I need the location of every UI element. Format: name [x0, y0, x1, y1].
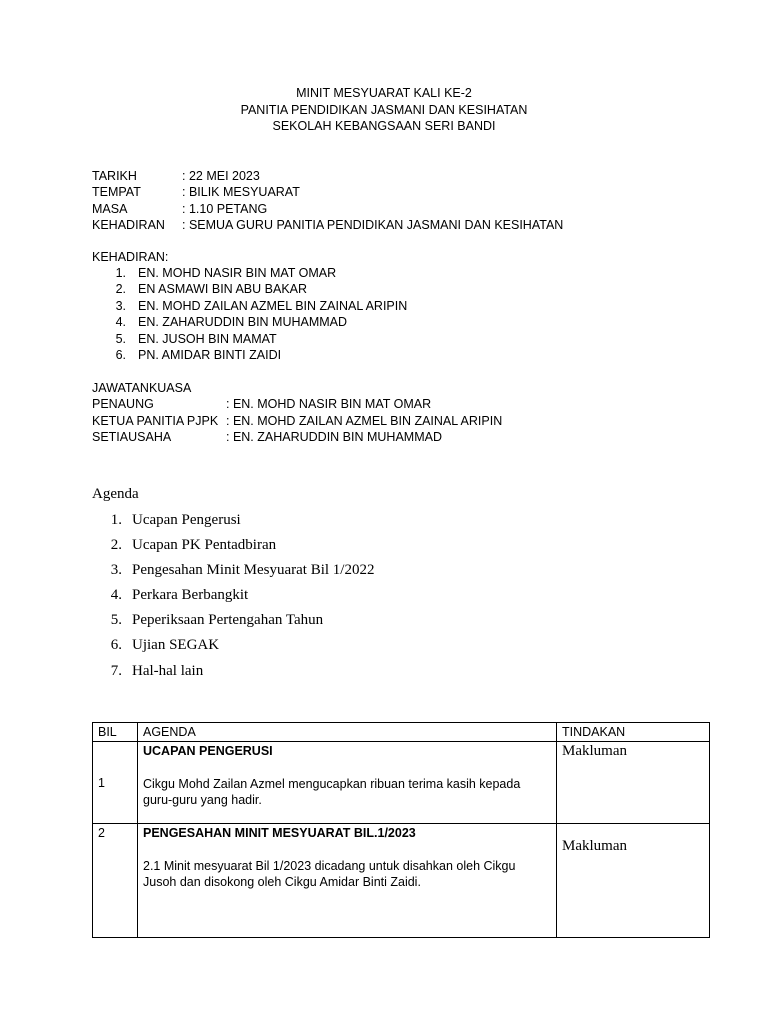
header-line-3: SEKOLAH KEBANGSAAN SERI BANDI — [272, 119, 496, 133]
column-header-tindakan: TINDAKAN — [557, 723, 710, 742]
detail-label: TARIKH — [92, 169, 137, 183]
committee-heading: JAWATANKUASA — [92, 381, 192, 395]
detail-value: : 22 MEI 2023 — [182, 169, 260, 183]
attendee-name: EN. MOHD ZAILAN AZMEL BIN ZAINAL ARIPIN — [138, 298, 408, 313]
list-number: 2. — [110, 537, 122, 554]
committee-member: : EN. MOHD ZAILAN AZMEL BIN ZAINAL ARIPIN — [226, 413, 503, 428]
attendee-name: EN. JUSOH BIN MAMAT — [138, 331, 277, 346]
row-number: 1 — [93, 742, 138, 824]
detail-value: : SEMUA GURU PANITIA PENDIDIKAN JASMANI DAN KESIHATAN — [182, 218, 564, 233]
table-row — [93, 742, 710, 824]
row-number: 2 — [93, 824, 138, 938]
list-number: 1. — [110, 512, 122, 528]
committee-role: SETIAUSAHA — [92, 430, 172, 445]
list-number: 4. — [115, 315, 126, 330]
agenda-cell-heading: UCAPAN PENGERUSI — [143, 744, 273, 759]
agenda-cell-body: 2.1 Minit mesyuarat Bil 1/2023 dicadang untuk disahkan oleh Cikgu Jusoh dan disokong oleh Cikgu Amidar Binti Zaidi. — [143, 858, 516, 890]
attendance-heading: KEHADIRAN: — [92, 250, 169, 264]
agenda-item-text: Ujian SEGAK — [132, 637, 220, 654]
agenda-item-text: Perkara Berbangkit — [132, 587, 249, 604]
agenda-cell — [138, 742, 557, 824]
attendee-name: PN. AMIDAR BINTI ZAIDI — [138, 347, 282, 362]
action-text: Makluman — [562, 838, 627, 855]
attendee-name: EN. MOHD NASIR BIN MAT OMAR — [138, 266, 337, 280]
list-number: 2. — [115, 282, 126, 297]
list-number: 5. — [110, 612, 122, 629]
agenda-heading: Agenda — [92, 486, 139, 502]
list-number: 6. — [115, 347, 126, 362]
agenda-item-text: Pengesahan Minit Mesyuarat Bil 1/2022 — [132, 562, 375, 579]
action-cell: Makluman — [557, 742, 710, 824]
agenda-item-text: Ucapan Pengerusi — [132, 512, 241, 528]
agenda-cell-body: Cikgu Mohd Zailan Azmel mengucapkan ribuan terima kasih kepada guru-guru yang hadir. — [143, 776, 521, 808]
attendee-name: EN ASMAWI BIN ABU BAKAR — [138, 282, 308, 297]
list-number: 5. — [115, 331, 126, 346]
list-number: 3. — [115, 298, 126, 313]
committee-role: PENAUNG — [92, 397, 154, 412]
committee-member: : EN. ZAHARUDDIN BIN MUHAMMAD — [226, 430, 442, 445]
agenda-item-text: Peperiksaan Pertengahan Tahun — [132, 612, 324, 629]
minutes-table — [92, 722, 710, 938]
agenda-item-text: Hal-hal lain — [132, 662, 204, 679]
header-line-2: PANITIA PENDIDIKAN JASMANI DAN KESIHATAN — [240, 102, 528, 117]
detail-label: MASA — [92, 201, 128, 216]
action-cell — [557, 824, 710, 938]
attendee-name: EN. ZAHARUDDIN BIN MUHAMMAD — [138, 315, 348, 330]
column-header-bil: BIL — [93, 723, 138, 742]
document-header — [0, 85, 768, 135]
list-number: 3. — [110, 562, 122, 579]
list-number: 4. — [110, 587, 122, 604]
committee-member: : EN. MOHD NASIR BIN MAT OMAR — [226, 397, 432, 412]
list-number: 7. — [110, 662, 122, 679]
header-line-1: MINIT MESYUARAT KALI KE-2 — [296, 86, 472, 100]
committee-role: KETUA PANITIA PJPK — [92, 413, 219, 428]
list-number: 6. — [110, 637, 122, 654]
table-header-row — [93, 723, 710, 742]
table-row — [93, 824, 710, 938]
detail-value: : BILIK MESYUARAT — [182, 185, 300, 200]
agenda-item-text: Ucapan PK Pentadbiran — [132, 537, 277, 554]
agenda-cell-heading: PENGESAHAN MINIT MESYUARAT BIL.1/2023 — [143, 826, 416, 841]
list-number: 1. — [115, 266, 126, 280]
detail-value: : 1.10 PETANG — [182, 201, 268, 216]
detail-label: TEMPAT — [92, 185, 141, 200]
detail-label: KEHADIRAN — [92, 218, 165, 233]
column-header-agenda: AGENDA — [138, 723, 557, 742]
agenda-cell — [138, 824, 557, 938]
